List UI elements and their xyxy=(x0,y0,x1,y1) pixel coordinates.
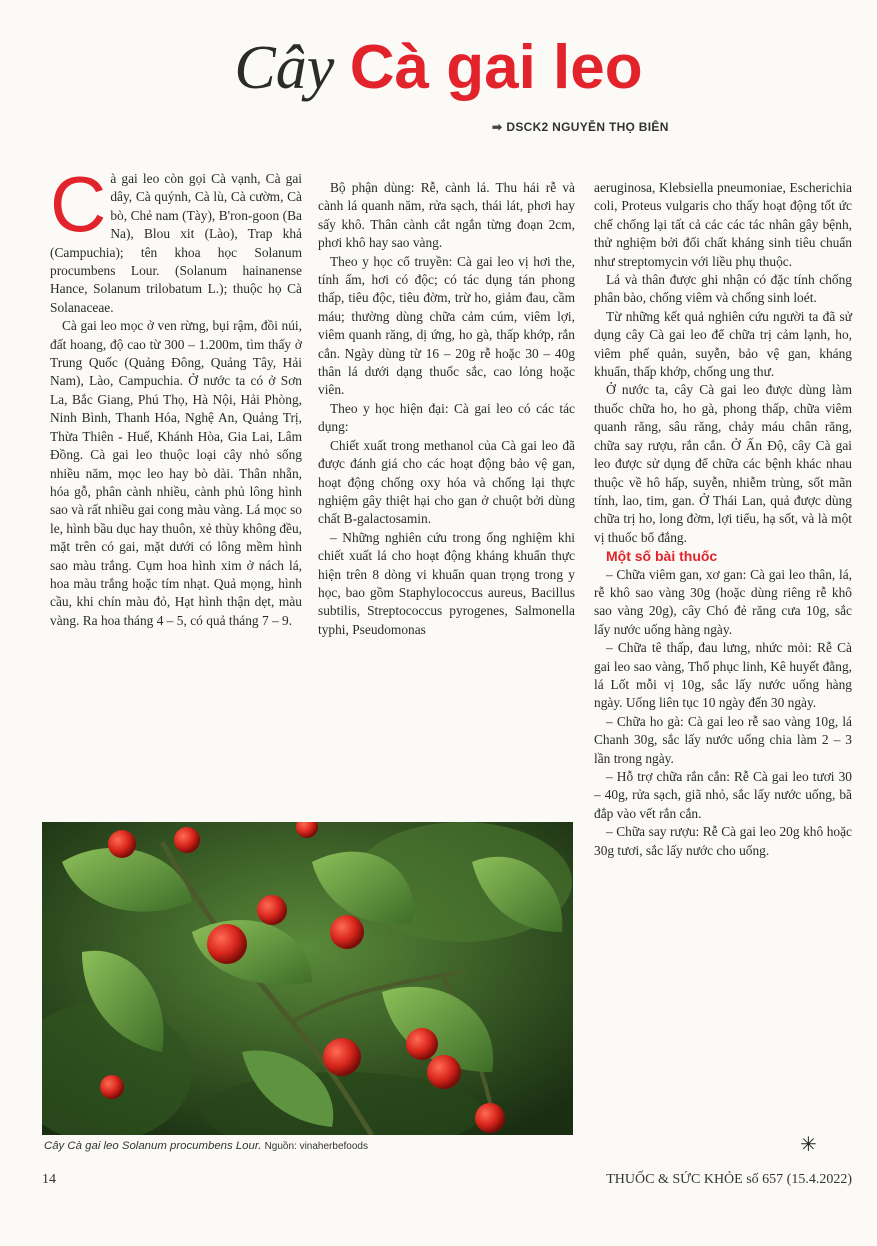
section-heading: Một số bài thuốc xyxy=(606,548,718,565)
author-line xyxy=(492,120,692,134)
paragraph: Lá và thân được ghi nhận có đặc tính chống phân bào, chống viêm và chống sinh loét. xyxy=(594,272,852,306)
page-title xyxy=(0,30,877,106)
plant-illustration xyxy=(42,822,573,1135)
recipe-item: – Chữa ho gà: Cà gai leo rễ sao vàng 10g, lá Chanh 30g, sắc lấy nước uống chia làm 2 – 3 lần trong ngày. xyxy=(594,713,852,766)
plant-photo xyxy=(42,822,573,1135)
caption-source: Nguồn: vinaherbefoods xyxy=(264,1141,368,1152)
recipe-item: – Chữa viêm gan, xơ gan: Cà gai leo thân, lá, rễ khô sao vàng 30g (hoặc dùng riêng rễ khô sao vàng 20g), cây Chó đẻ răng cưa 10g, sắc lấy nước uống hàng ngày. xyxy=(594,566,852,637)
paragraph: Bộ phận dùng: Rễ, cành lá. Thu hái rễ và cành lá quanh năm, rửa sạch, thái lát, phơi hay sấy khô. Thân cành cắt ngắn từng đoạn 2cm, phơi khô hay sao vàng. xyxy=(318,180,575,251)
paragraph: Chiết xuất trong methanol của Cà gai leo đã được đánh giá cho các hoạt động bảo vệ gan, hoạt động chống oxy hóa và chống lại thực nghiệm gây thiệt hại cho gan ở chuột bởi dùng chất B-galactosamin. xyxy=(318,437,575,527)
author-name: DSCK2 NGUYỄN THỌ BIÊN xyxy=(506,120,669,134)
title-part1: Cây xyxy=(234,34,335,102)
article-column-3 xyxy=(594,179,852,860)
paragraph: Từ những kết quả nghiên cứu người ta đã sử dụng cây Cà gai leo để chữa trị cảm lạnh, ho, viêm phế quản, suyễn, bảo vệ gan, kháng khuẩn, thấp khớp, chống ung thư. xyxy=(594,308,852,380)
paragraph: Theo y học cổ truyền: Cà gai leo vị hơi the, tính ấm, hơi có độc; có tác dụng tán phong thấp, tiêu độc, tiêu đờm, trừ ho, giảm đau, cầm máu; thường dùng chữa cảm cúm, viêm lợi, viêm quanh răng, dị ứng, ho gà, thấp khớp, rắn cắn. Ngày dùng từ 16 – 20g rễ hoặc 30 – 40g thân lá dưới dạng thuốc sắc, cao lỏng hoặc viên. xyxy=(318,253,575,398)
article-column-2 xyxy=(318,179,575,639)
paragraph: Ở nước ta, cây Cà gai leo được dùng làm thuốc chữa ho, ho gà, phong thấp, chữa viêm quanh răng, sâu răng, chảy máu chân răng, chữa say rượu, rắn cắn. Ở Ấn Độ, cây Cà gai leo được sử dụng để chữa các bệnh khác nhau thuộc về hô hấp, suyễn, nhiễm trùng, sốt mãn tính, lao, tim, gan. Ở Thái Lan, quả được dùng chữa trị ho, long đờm, lợi tiểu, hạ sốt, và là một vị thuốc bổ đắng. xyxy=(594,382,852,545)
publication-info: THUỐC & SỨC KHỎE số 657 (15.4.2022) xyxy=(606,1172,852,1187)
paragraph: à gai leo còn gọi Cà vạnh, Cà gai dây, Cà quýnh, Cà lù, Cà cườm, Cà bò, Chẻ nam (Tày), B'ron-goon (Ba Na), Blou xit (Lào), Trap khả (Campuchia); tên khoa học Solanum procumbens Lour. (Solanum hainanense Hance, Solanum trilobatum L.); thuộc họ Cà Solanaceae. xyxy=(50,171,302,315)
paragraph: aeruginosa, Klebsiella pneumoniae, Escherichia coli, Proteus vulgaris cho thấy hoạt động tốt ức chế chống lại tất cả các các tác nhân gây bệnh, thử nghiệm bởi đối chất kháng sinh tiêu chuẩn như streptomycin với liều phụ thuộc. xyxy=(594,180,852,269)
paragraph: Theo y học hiện đại: Cà gai leo có các tác dụng: xyxy=(318,400,575,435)
recipe-item: – Chữa tê thấp, đau lưng, nhức mỏi: Rễ Cà gai leo sao vàng, Thổ phục linh, Kê huyết đằng, lá Lốt mỗi vị 10g, sắc lấy nước uống hàng ngày. Uống liên tục 10 ngày đến 30 ngày. xyxy=(594,640,852,711)
end-mark-icon: ✳ xyxy=(800,1134,817,1156)
paragraph: Cà gai leo mọc ở ven rừng, bụi rậm, đồi núi, đất hoang, độ cao từ 300 – 1.200m, tìm thấy ở Trung Quốc (Quảng Đông, Quảng Tây, Hải Nam), Lào, Campuchia. Ở nước ta có ở Sơn La, Bắc Giang, Phú Thọ, Hà Nội, Hải Phòng, Ninh Bình, Thanh Hóa, Nghệ An, Quảng Trị, Thừa Thiên - Huế, Khánh Hòa, Gia Lai, Lâm Đồng. Cà gai leo thuộc loại cây nhỏ sống nhiều năm, mọc leo hay bò dài. Thân nhẵn, hóa gỗ, phân cành nhiều, cành phủ lông hình sao và rất nhiều gai cong màu vàng. Lá mọc so le, hình bầu dục hay thuôn, xẻ thùy không đều, mặt trên có gai, mặt dưới có lông mềm hình sao màu trắng. Cụm hoa hình xim ở nách lá, hoa màu trắng hoặc tím nhạt. Quả mọng, hình cầu, khi chín màu đỏ, Hạt hình thận dẹt, màu vàng. Ra hoa tháng 4 – 5, có quả tháng 7 – 9. xyxy=(50,318,302,628)
title-part2: Cà gai leo xyxy=(349,33,643,102)
recipe-item: – Hỗ trợ chữa rắn cắn: Rễ Cà gai leo tươi 30 – 40g, rửa sạch, giã nhỏ, sắc lấy nước uống, bã đắp vào vết rắn cắn. xyxy=(594,769,852,821)
paragraph: – Những nghiên cứu trong ống nghiệm khi chiết xuất lá cho hoạt động kháng khuẩn thực hiện trên 8 dòng vi khuẩn quan trọng trong y học, bao gồm Staphylococcus aureus, Bacillus subtilis, Streptococcus pyrogenes, Salmonella typhi, Pseudomonas xyxy=(318,529,575,637)
page-number: 14 xyxy=(42,1172,56,1187)
article-column-1 xyxy=(50,160,302,630)
recipe-item: – Chữa say rượu: Rễ Cà gai leo 20g khô hoặc 30g tươi, sắc lấy nước cho uống. xyxy=(594,824,852,858)
top-edge xyxy=(0,0,877,10)
drop-cap: C xyxy=(50,160,107,248)
caption-text: Cây Cà gai leo Solanum procumbens Lour. xyxy=(44,1140,262,1152)
arrow-icon: ➡ xyxy=(492,120,503,134)
photo-caption xyxy=(44,1140,564,1152)
